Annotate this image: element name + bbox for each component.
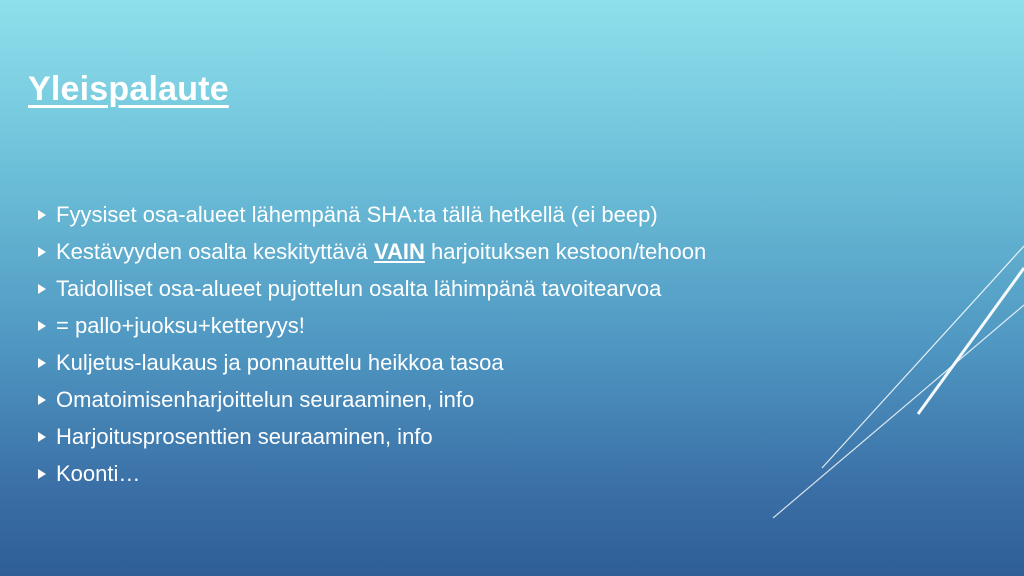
- bullet-text: Harjoitusprosenttien seuraaminen, info: [56, 423, 433, 449]
- decorative-line-1: [822, 246, 1024, 468]
- bullet-text: Kuljetus-laukaus ja ponnauttelu heikkoa tasoa: [56, 349, 504, 375]
- bullet-text: Taidolliset osa-alueet pujottelun osalta lähimpänä tavoitearvoa: [56, 275, 662, 301]
- bullet-text: Fyysiset osa-alueet lähempänä SHA:ta tällä hetkellä (ei beep): [56, 201, 658, 227]
- bullet-text: Omatoimisenharjoittelun seuraaminen, info: [56, 386, 475, 412]
- bullet-item: [38, 455, 706, 492]
- bullet-item: [38, 307, 706, 344]
- bullet-arrow-icon: [38, 210, 46, 220]
- bullet-text: [56, 239, 706, 265]
- bullet-text: Koonti…: [56, 460, 141, 486]
- bullet-text: = pallo+juoksu+ketteryys!: [56, 312, 305, 338]
- bullet-item: [38, 270, 706, 307]
- bullet-item: [38, 196, 706, 233]
- bullet-item: [38, 344, 706, 381]
- bullet-arrow-icon: [38, 284, 46, 294]
- bullet-text-before: Kestävyyden osalta keskityttävä: [56, 238, 374, 264]
- bullet-arrow-icon: [38, 321, 46, 331]
- bullet-text-after: harjoituksen kestoon/tehoon: [424, 238, 707, 264]
- bullet-arrow-icon: [38, 469, 46, 479]
- bullet-item: [38, 418, 706, 455]
- bullet-arrow-icon: [38, 395, 46, 405]
- decorative-line-2: [918, 268, 1024, 414]
- bullet-item: [38, 233, 706, 270]
- decorative-line-3: [773, 305, 1024, 518]
- bullet-emphasis: VAIN: [373, 238, 425, 264]
- bullet-list: [38, 196, 706, 492]
- bullet-arrow-icon: [38, 432, 46, 442]
- bullet-arrow-icon: [38, 247, 46, 257]
- bullet-arrow-icon: [38, 358, 46, 368]
- slide-title: Yleispalaute: [28, 70, 229, 108]
- bullet-item: [38, 381, 706, 418]
